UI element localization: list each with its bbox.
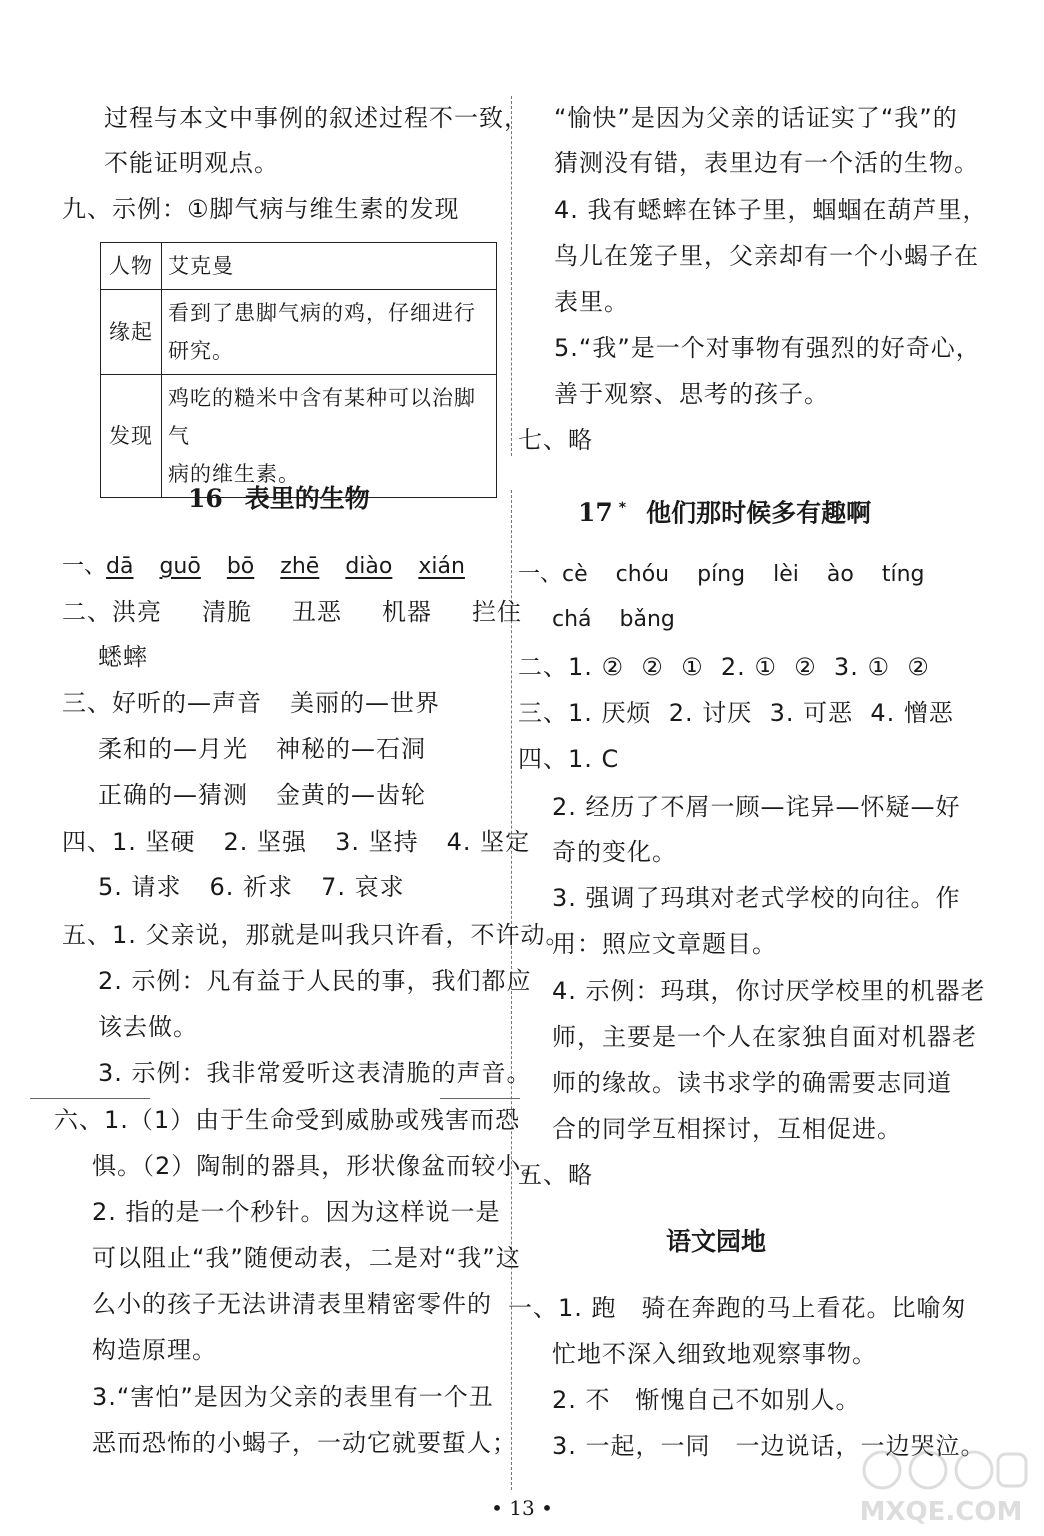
pinyin-answer: xián (418, 554, 465, 579)
pinyin-answer: cè (562, 562, 588, 587)
table-cell-line: 看到了患脚气病的鸡，仔细进行 (168, 301, 476, 325)
answer-line (518, 560, 924, 590)
answer-line: 合的同学互相探讨，互相促进。 (552, 1115, 902, 1143)
answer-line: 构造原理。 (92, 1336, 217, 1364)
column-divider-top (511, 96, 512, 456)
pinyin-answer: zhē (280, 554, 320, 579)
answer-line: 4. 我有蟋蟀在钵子里，蝈蝈在葫芦里， (554, 196, 988, 224)
table-row (101, 243, 497, 290)
pinyin-answer: chóu (615, 562, 670, 587)
answer-phrase: 金黄的—齿轮 (276, 781, 426, 809)
answer-line: 3. 示例：我非常爱听这表清脆的声音。 (98, 1059, 532, 1087)
answer-line (98, 872, 405, 902)
table-row (101, 290, 497, 375)
pinyin-answer: dā (106, 554, 134, 579)
answer-line: 惧。（2）陶制的器具，形状像盆而较小。 (92, 1152, 547, 1180)
pinyin-answer: lèi (773, 562, 799, 587)
answer-word: 7. 哀求 (321, 873, 405, 901)
answer-line: 忙地不深入细致地观察事物。 (552, 1340, 877, 1368)
table-cell-line: 鸡吃的糙米中含有某种可以治脚气 (168, 386, 476, 448)
answer-line: 2. 经历了不屑一顾—诧异—怀疑—好 (552, 793, 961, 821)
answer-line (62, 827, 530, 857)
table-row (101, 375, 497, 498)
answer-line: 么小的孩子无法讲清表里精密零件的 (92, 1290, 492, 1318)
answer-phrase: 柔和的—月光 (98, 735, 248, 763)
answer-line: 九、示例：①脚气病与维生素的发现 (62, 195, 460, 223)
answer-word: 拦住 (472, 598, 522, 626)
answer-phrase: 三、好听的—声音 (62, 689, 262, 717)
answer-line: 一、1. 跑 骑在奔跑的马上看花。比喻匆 (508, 1294, 967, 1322)
answer-line: 4. 示例：玛琪，你讨厌学校里的机器老 (552, 977, 986, 1005)
answer-line (98, 734, 426, 764)
lesson-name: 表里的生物 (244, 484, 370, 513)
pinyin-answer: diào (345, 554, 393, 579)
answer-line: 五、1. 父亲说，那就是叫我只许看，不许动。 (62, 921, 571, 949)
answer-line: 师，主要是一个人在家独自面对机器老 (552, 1023, 977, 1051)
pinyin-answer: píng (697, 562, 746, 587)
pinyin-answer: bǎng (619, 607, 675, 632)
pinyin-answer: guō (159, 554, 201, 579)
lesson-number: 17 (578, 498, 613, 528)
answer-line: 六、1.（1）由于生命受到威胁或残害而恐 (54, 1106, 521, 1134)
answer-line (62, 688, 440, 718)
example-table (100, 242, 497, 498)
answer-line: 五、略 (518, 1161, 593, 1189)
answer-line: 奇的变化。 (552, 838, 677, 866)
answer-line: 2. 不 惭愧自己不如别人。 (552, 1386, 861, 1414)
table-cell: 缘起 (101, 290, 162, 375)
answer-line: 3.“害怕”是因为父亲的表里有一个丑 (92, 1383, 494, 1411)
answer-word: 四、1. 坚硬 (62, 828, 196, 856)
answer-word: 机器 (382, 598, 432, 626)
answer-word: 3. 坚持 (335, 828, 419, 856)
lesson-title (188, 483, 370, 515)
answer-line: 过程与本文中事例的叙述过程不一致， (104, 104, 529, 132)
answer-line: 蟋蟀 (98, 643, 148, 671)
answer-line (62, 552, 491, 582)
answer-line: 七、略 (518, 426, 593, 454)
answer-phrase: 神秘的—石洞 (276, 735, 426, 763)
item-label: 一、 (518, 562, 563, 587)
table-cell (162, 290, 497, 375)
table-cell: 艾克曼 (162, 243, 497, 290)
answer-word: 清脆 (202, 598, 252, 626)
lesson-title (578, 492, 871, 529)
answer-line: 不能证明观点。 (104, 149, 279, 177)
answer-line (98, 780, 426, 810)
watermark-text: MXQE.COM (859, 1497, 1023, 1527)
answer-line: 3. 一起，一同 一边说话，一边哭泣。 (552, 1432, 986, 1460)
column-break-line (30, 1098, 150, 1099)
answer-line: 鸟儿在笼子里，父亲却有一个小蝎子在 (554, 242, 979, 270)
answer-word: 丑恶 (292, 598, 342, 626)
pinyin-answer: ào (826, 562, 854, 587)
answer-word: 6. 祈求 (209, 873, 294, 901)
answer-word: 二、洪亮 (62, 598, 162, 626)
answer-line: “愉快”是因为父亲的话证实了“我”的 (554, 104, 958, 132)
answer-line: 2. 示例：凡有益于人民的事，我们都应 (98, 967, 532, 995)
answer-word: 2. 坚强 (223, 828, 308, 856)
table-cell-line: 病的维生素。 (168, 462, 300, 486)
answer-phrase: 正确的—猜测 (98, 781, 248, 809)
table-cell: 发现 (101, 375, 162, 498)
answer-line: 用：照应文章题目。 (552, 930, 777, 958)
answer-line: 恶而恐怖的小蝎子，一动它就要蜇人； (92, 1429, 517, 1457)
answer-line: 三、1. 厌烦 2. 讨厌 3. 可恶 4. 憎恶 (518, 699, 954, 727)
watermark-logo (852, 1446, 1030, 1528)
answer-line: 2. 指的是一个秒针。因为这样说一是 (92, 1198, 501, 1226)
item-label: 一、 (62, 554, 107, 579)
lesson-name: 他们那时候多有趣啊 (646, 498, 872, 528)
page-number: • 13 • (491, 1496, 553, 1520)
answer-line: 善于观察、思考的孩子。 (554, 380, 829, 408)
answer-line (62, 597, 522, 627)
answer-line: 师的缘故。读书求学的确需要志同道 (552, 1069, 952, 1097)
column-break-line (440, 1098, 520, 1099)
answer-line: 猜测没有错，表里边有一个活的生物。 (554, 149, 979, 177)
answer-line: 3. 强调了玛琪对老式学校的向往。作 (552, 884, 961, 912)
answer-word: 5. 请求 (98, 873, 182, 901)
answer-line: 可以阻止“我”随便动表，二是对“我”这 (92, 1244, 521, 1272)
answer-word: 4. 坚定 (446, 828, 531, 856)
answer-line (552, 605, 675, 635)
table-cell (162, 375, 497, 498)
answer-line: 表里。 (554, 288, 629, 316)
pinyin-answer: tíng (881, 562, 925, 587)
table-cell: 人物 (101, 243, 162, 290)
pinyin-answer: chá (552, 607, 592, 632)
answer-line: 5.“我”是一个对事物有强烈的好奇心， (554, 334, 981, 362)
pinyin-answer: bō (226, 554, 255, 579)
table-cell-line: 研究。 (168, 339, 234, 363)
answer-line: 四、1. C (518, 745, 620, 773)
optional-lesson-mark: * (618, 500, 627, 516)
section-title: 语文园地 (666, 1227, 767, 1256)
answer-line: 二、1. ② ② ① 2. ① ② 3. ① ② (518, 653, 930, 681)
lesson-number: 16 (188, 484, 223, 513)
answer-line: 该去做。 (98, 1013, 198, 1041)
answer-phrase: 美丽的—世界 (290, 689, 440, 717)
